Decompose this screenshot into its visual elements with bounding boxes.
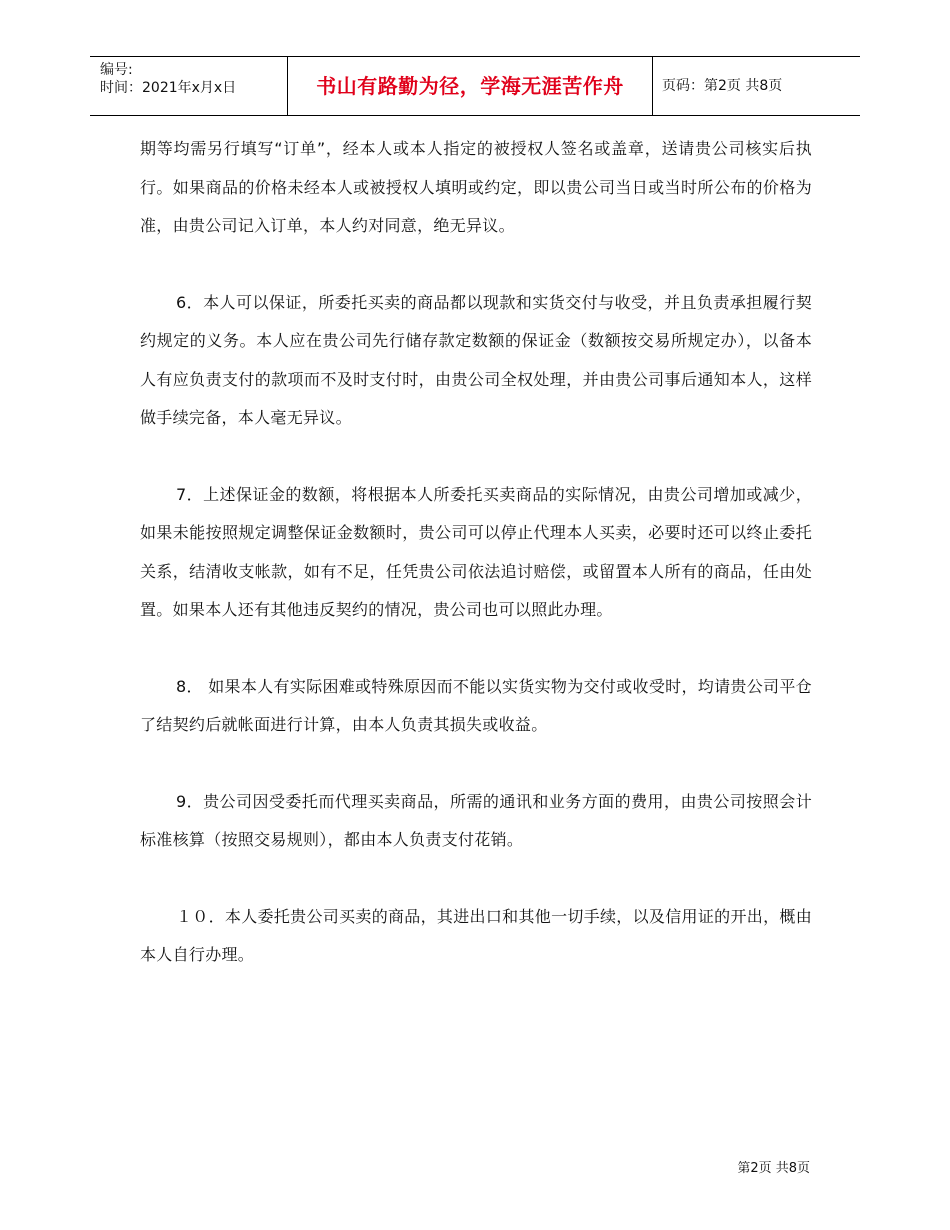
paragraph: 期等均需另行填写“订单”，经本人或本人指定的被授权人签名或盖章，送请贵公司核实后执行。如果商品的价格未经本人或被授权人填明或约定，即以贵公司当日或当时所公布的价格为准，由贵公司记入订单，本人约对同意，绝无异议。 [140, 139, 812, 235]
header-page-number: 页码：第2页 共8页 [662, 78, 783, 94]
clause-10: １０．本人委托贵公司买卖的商品，其进出口和其他一切手续，以及信用证的开出，概由本人自行办理。 [140, 906, 812, 964]
clause-6: 6．本人可以保证，所委托买卖的商品都以现款和实货交付与收受，并且负责承担履行契约规定的义务。本人应在贵公司先行储存款定数额的保证金（数额按交易所规定办），以备本人有应负责支付的款项而不及时支付时，由贵公司全权处理，并由贵公司事后通知本人，这样做手续完备，本人毫无异议。 [140, 292, 812, 427]
clause-8: 8． 如果本人有实际困难或特殊原因而不能以实货实物为交付或收受时，均请贵公司平仓了结契约后就帐面进行计算，由本人负责其损失或收益。 [140, 676, 812, 734]
page-header [90, 56, 860, 116]
footer-page-number: 第2页 共8页 [737, 1161, 810, 1176]
document-time-label: 时间：2021年x月x日 [100, 80, 237, 96]
document-code-label: 编号: [100, 62, 133, 78]
document-body [140, 130, 812, 1013]
clause-7: 7．上述保证金的数额，将根据本人所委托买卖商品的实际情况，由贵公司增加或减少，如果未能按照规定调整保证金数额时，贵公司可以停止代理本人买卖，必要时还可以终止委托关系，结清收支帐款，如有不足，任凭贵公司依法追讨赔偿，或留置本人所有的商品，任由处置。如果本人还有其他违反契约的情况，贵公司也可以照此办理。 [140, 484, 812, 619]
header-meta [100, 61, 236, 97]
clause-9: 9．贵公司因受委托而代理买卖商品，所需的通讯和业务方面的费用，由贵公司按照会计标准核算（按照交易规则），都由本人负责支付花销。 [140, 791, 812, 849]
header-divider [652, 57, 653, 115]
header-motto: 书山有路勤为径，学海无涯苦作舟 [316, 74, 624, 98]
